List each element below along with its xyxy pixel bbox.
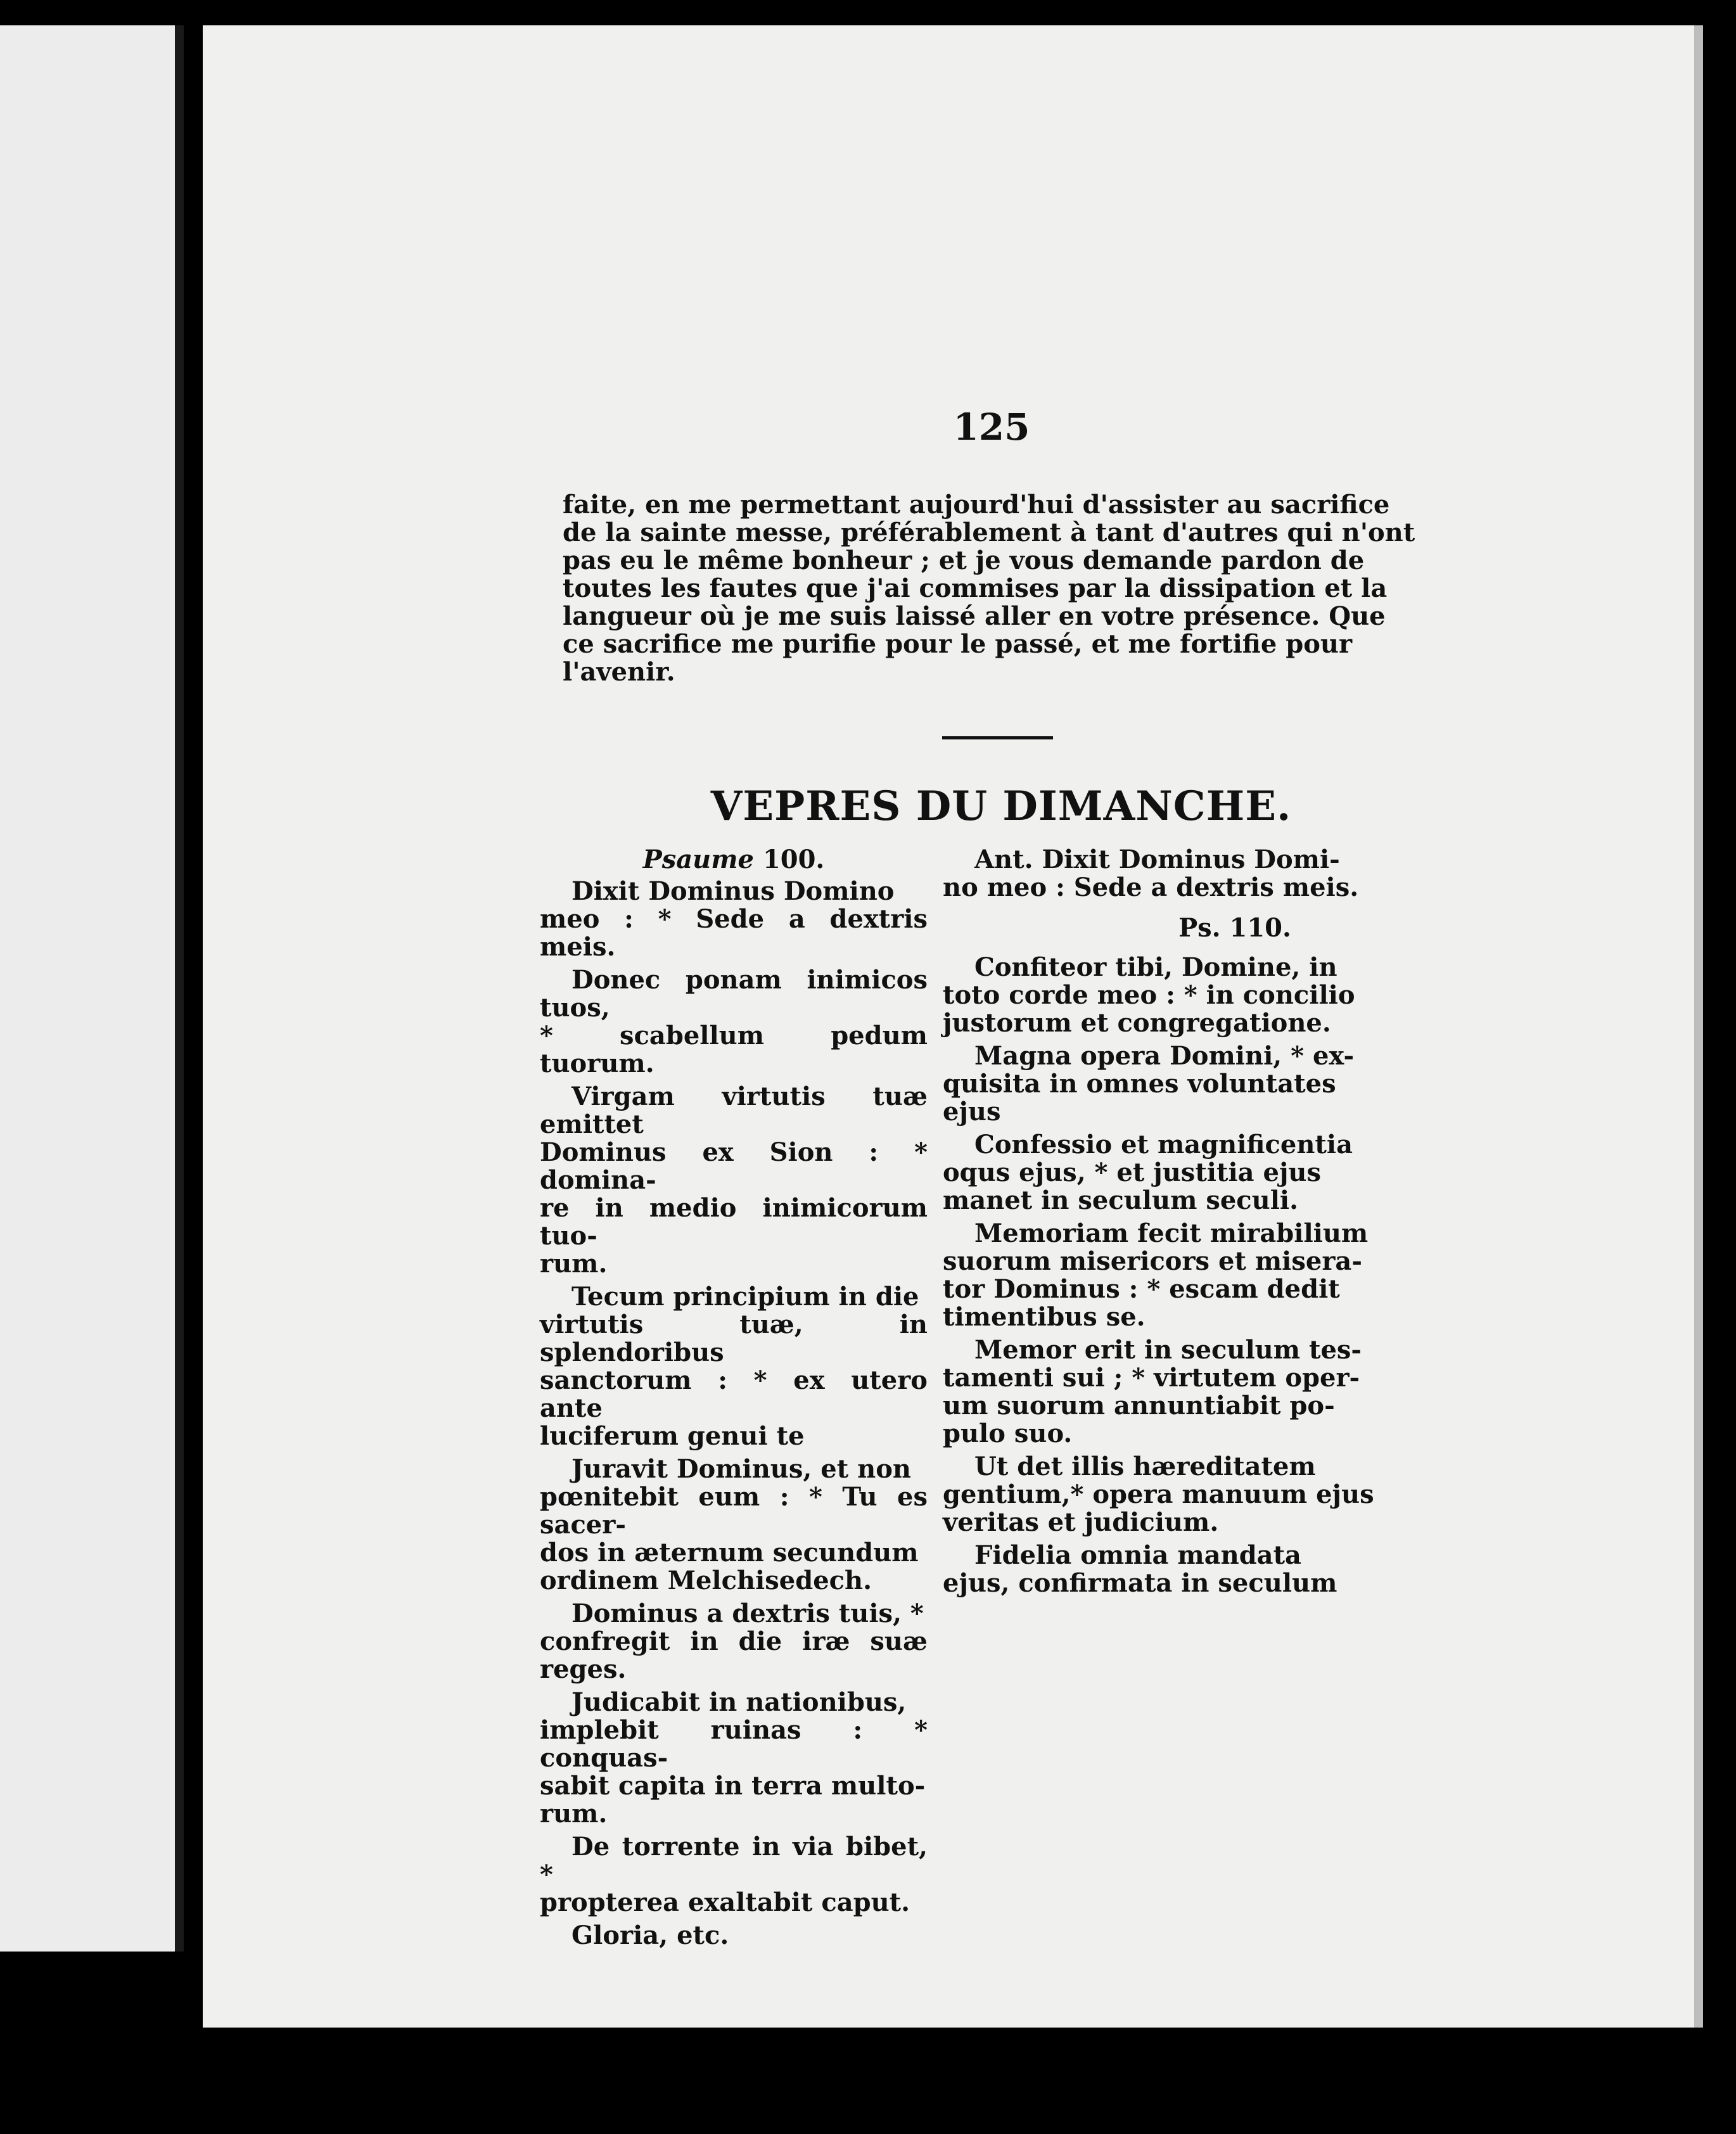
verse: Dominus a dextris tuis, * confregit in die iræ suæ reges. (540, 1599, 928, 1684)
psalm-heading-left (540, 846, 928, 874)
page-gutter (175, 25, 184, 1952)
verse: Gloria, etc. (571, 1920, 729, 1950)
verse: Dixit Dominus Domino meo : * Sede a dextris meis. (540, 876, 928, 962)
page-right-edge (1694, 25, 1703, 2028)
left-column (540, 846, 928, 1955)
psalm-heading-number: 100. (762, 845, 825, 874)
verse: Virgam virtutis tuæ emittet Dominus ex Sion : * domina- re in medio inimicorum tuo- rum. (540, 1082, 928, 1279)
intro-paragraph: faite, en me permettant aujourd'hui d'assister au sacrifice de la sainte messe, préférablement à tant d'autres qui n'ont pas eu le même bonheur ; et je vous demande pardon de toutes les fautes que j'ai commises par la dissipation et la langueur où je me suis laissé aller en votre présence. Que ce sacrifice me purifie pour le passé, et me fortifie pour l'avenir. (563, 490, 1415, 687)
verse: Ut det illis hæreditatem gentium,* opera manuum ejus veritas et judicium. (943, 1452, 1374, 1537)
verse: Juravit Dominus, et non pœnitebit eum : * Tu es sacer- dos in æternum secundum ordinem Melchisedech. (540, 1454, 928, 1595)
facing-page-edge (0, 25, 184, 1952)
verse: Memoriam fecit mirabilium suorum misericors et misera- tor Dominus : * escam dedit timentibus se. (943, 1218, 1369, 1332)
book-page (203, 25, 1703, 2028)
verse: Confessio et magnificentia oqus ejus, * et justitia ejus manet in seculum seculi. (943, 1130, 1353, 1215)
verse: Magna opera Domini, * ex- quisita in omnes voluntates ejus (943, 1041, 1355, 1127)
psalm-heading-label: Psaume (642, 845, 754, 874)
page-number: 125 (953, 406, 1030, 449)
verse: De torrente in via bibet, * propterea exaltabit caput. (540, 1832, 928, 1917)
right-column (943, 846, 1538, 1602)
section-title: VEPRES DU DIMANCHE. (710, 783, 1292, 830)
section-divider (942, 736, 1053, 739)
verse: Donec ponam inimicos tuos, * scabellum pedum tuorum. (540, 965, 928, 1078)
verse: Judicabit in nationibus, implebit ruinas : * conquas- sabit capita in terra multo- rum. (540, 1687, 928, 1829)
antiphon: Ant. Dixit Dominus Domi- no meo : Sede a dextris meis. (943, 845, 1359, 902)
verse: Fidelia omnia mandata ejus, confirmata in seculum (943, 1540, 1337, 1598)
psalm-heading-right: Ps. 110. (1178, 913, 1291, 943)
verse: Memor erit in seculum tes- tamenti sui ; * virtutem oper- um suorum annuntiabit po- pulo suo. (943, 1335, 1362, 1448)
verse: Confiteor tibi, Domine, in toto corde meo : * in concilio justorum et congregatione. (943, 952, 1355, 1038)
verse: Tecum principium in die virtutis tuæ, in splendoribus sanctorum : * ex utero ante luciferum genui te (540, 1282, 928, 1451)
